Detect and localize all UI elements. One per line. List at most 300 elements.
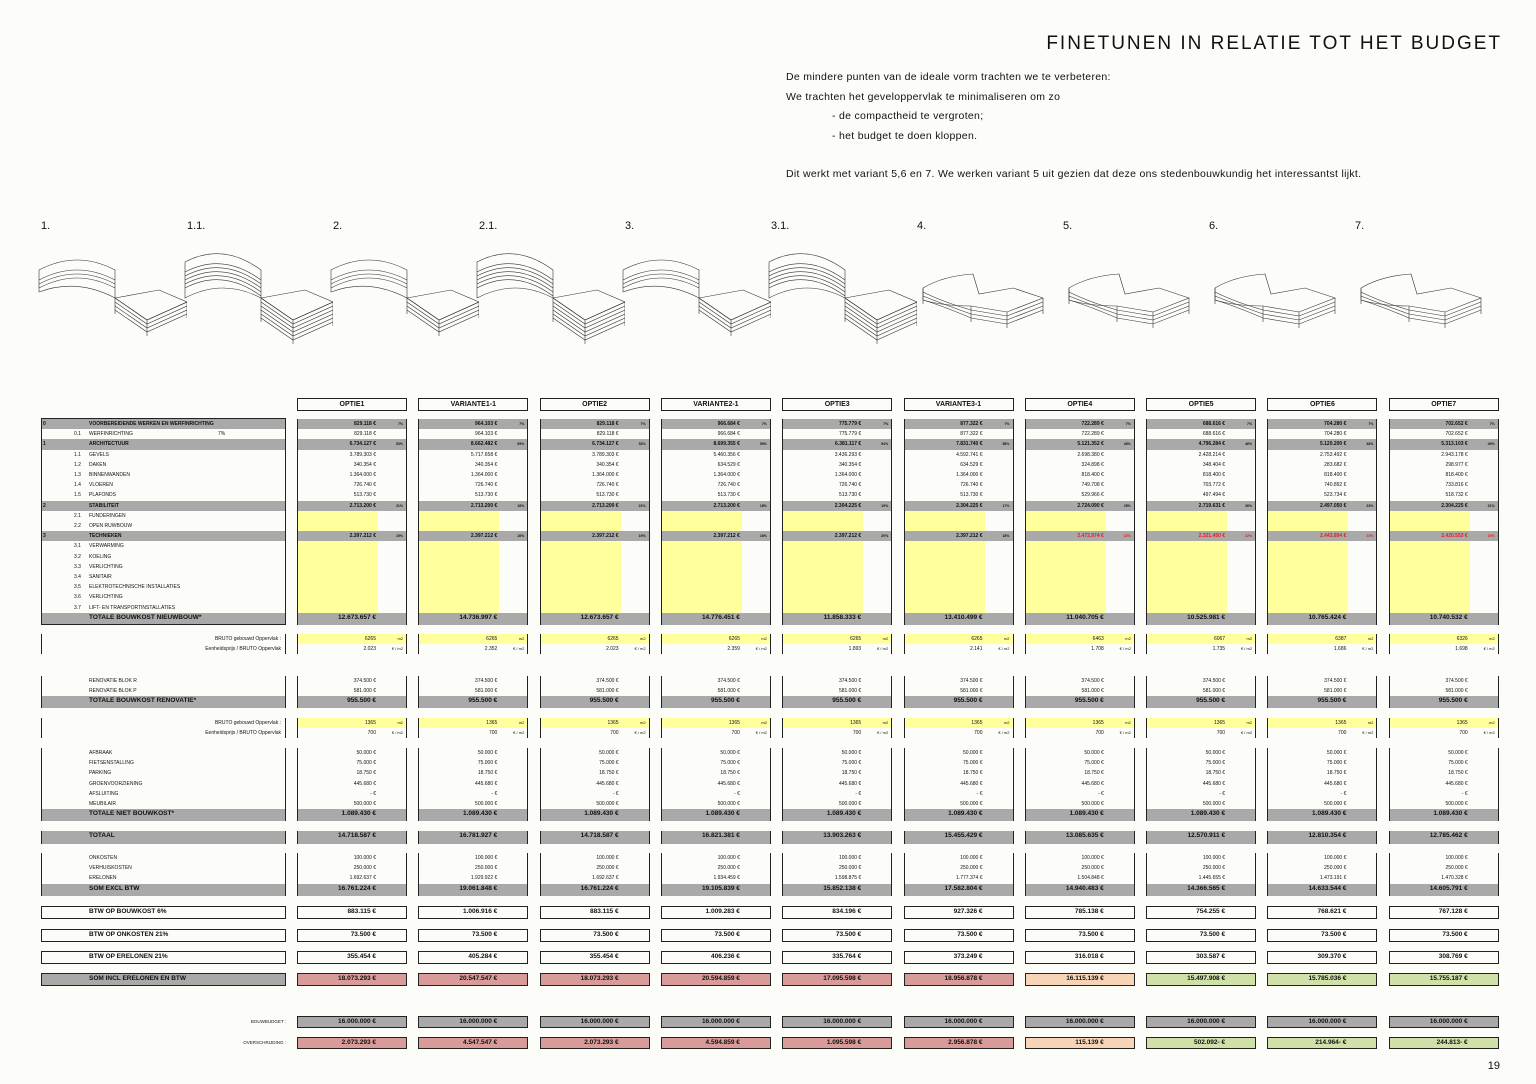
value-cell [782, 728, 892, 738]
variant-number: 4. [917, 220, 927, 232]
cell-value: 50.000 € [1205, 750, 1226, 756]
cell-value: 5.120.200 € [1319, 441, 1347, 448]
value-cell [1389, 789, 1499, 799]
cell-value: 6067 [1213, 636, 1226, 642]
cell-value: - € [491, 790, 498, 797]
cell-value: 374.500 € [717, 678, 740, 684]
cell-value: 1365 [971, 720, 983, 726]
value-cell [418, 552, 528, 562]
value-cell [1146, 696, 1256, 708]
cell-value: 513.730 € [475, 492, 498, 499]
cell-value: 2.352 [484, 646, 498, 653]
cell-value: 283.682 € [1324, 461, 1347, 468]
value-cell [540, 863, 650, 873]
value-cell [661, 863, 771, 873]
value-cell [540, 728, 650, 738]
value-cell [782, 439, 892, 449]
cell-value: 14.718.587 € [580, 832, 619, 839]
cell-value: 4.594.859 € [705, 1039, 740, 1046]
row-title: TOTALE NIET BOUWKOST* [89, 810, 174, 818]
cell-value: 340.354 € [353, 461, 376, 468]
cell-percent: 58% [1002, 442, 1010, 447]
cell-value: - € [370, 790, 376, 797]
value-cell [540, 634, 650, 644]
unit: m2 [1246, 720, 1253, 725]
value-cell [661, 1037, 771, 1049]
row-title: ELEKTROTECHNISCHE INSTALLATIES [89, 584, 181, 591]
option-header: OPTIE1 [297, 398, 407, 411]
value-cell [540, 531, 650, 541]
unit: € / m2 [998, 646, 1010, 652]
value-cell [418, 884, 528, 896]
value-cell [1267, 853, 1377, 863]
cell-value: 1.735 [1212, 646, 1226, 653]
cell-value: 955.500 € [832, 697, 862, 705]
value-cell [1025, 634, 1135, 644]
cell-percent: 23% [1366, 503, 1374, 508]
value-cell [904, 696, 1014, 708]
cell-value: 250.000 € [717, 865, 740, 872]
value-cell [418, 562, 528, 572]
row-title: GEVELS [89, 451, 110, 458]
cell-percent: 23% [1487, 534, 1495, 539]
cell-value: 15.852.138 € [823, 884, 862, 892]
value-cell [1146, 831, 1256, 844]
row-label [41, 460, 286, 470]
row-title: VERWARMING [89, 543, 124, 550]
cell-value: 16.000.000 € [701, 1018, 740, 1025]
row-title: VERLICHTING [89, 563, 123, 570]
cell-value: 703.772 € [1202, 482, 1226, 489]
variant-number: 2.1. [479, 220, 498, 232]
value-cell [661, 460, 771, 470]
row-number: 3.3 [74, 563, 81, 570]
value-cell [782, 906, 892, 919]
cell-value: 726.740 € [596, 482, 619, 489]
value-cell [1267, 541, 1377, 551]
cell-value: 75.000 € [720, 760, 740, 767]
cell-value: 2.713.200 € [470, 502, 498, 509]
cell-value: 700 [1338, 730, 1347, 737]
cell-value: 749.708 € [1081, 482, 1104, 489]
cell-value: 18.956.878 € [944, 975, 983, 982]
value-cell [782, 768, 892, 778]
value-cell [661, 429, 771, 439]
cell-value: 355.454 € [347, 953, 376, 960]
cell-value: 1365 [1335, 720, 1347, 726]
cell-value: 50.000 € [599, 750, 619, 756]
value-cell [297, 531, 407, 541]
value-cell [297, 718, 407, 728]
cell-value: 6265 [607, 636, 619, 642]
value-cell [1389, 644, 1499, 654]
unit: € / m2 [1119, 646, 1131, 652]
cell-value: 15.785.036 € [1308, 975, 1347, 982]
cell-value: 73.500 € [957, 931, 983, 938]
cell-value: 14.633.544 € [1308, 884, 1347, 892]
cell-value: 3.789.303 € [349, 451, 376, 458]
cell-value: 73.500 € [350, 931, 376, 938]
option-header: VARIANTE2-1 [661, 398, 771, 411]
value-cell [904, 460, 1014, 470]
cell-value: 50.000 € [1448, 750, 1468, 756]
value-cell [1025, 929, 1135, 942]
cell-value: 12.673.657 € [580, 613, 619, 621]
value-cell [782, 718, 892, 728]
row-label [41, 511, 286, 521]
cell-value: 2.023 [363, 646, 376, 653]
page-number: 19 [1487, 1060, 1500, 1072]
row-label [41, 592, 286, 602]
value-cell [904, 541, 1014, 551]
unit: € / m2 [634, 730, 646, 736]
value-cell [540, 789, 650, 799]
value-cell [297, 450, 407, 460]
cell-value: 374.500 € [838, 678, 862, 684]
value-cell [904, 582, 1014, 592]
value-cell [1025, 439, 1135, 449]
unit: m2 [518, 636, 525, 641]
cell-value: 20.547.547 € [459, 975, 498, 982]
cell-percent: 46% [1245, 442, 1253, 447]
value-cell [1146, 809, 1256, 821]
value-cell [904, 873, 1014, 883]
value-cell [1146, 511, 1256, 521]
row-title: DAKEN [89, 461, 107, 468]
value-cell [1389, 929, 1499, 942]
cell-value: 829.118 € [596, 421, 619, 427]
cell-value: 700 [488, 730, 498, 737]
value-cell [782, 480, 892, 490]
value-cell [540, 676, 650, 686]
cell-value: 2.321.450 € [1198, 533, 1226, 540]
row-title: KOELING [89, 553, 112, 560]
cell-value: 818.400 € [1202, 472, 1226, 478]
cell-value: 50.000 € [841, 750, 862, 756]
cell-value: 955.500 € [468, 697, 498, 705]
value-cell [297, 799, 407, 809]
variant-number: 6. [1209, 220, 1219, 232]
row-label [41, 562, 286, 572]
cell-value: 50.000 € [356, 750, 376, 756]
row-title: TOTALE BOUWKOST NIEUWBOUW* [89, 613, 202, 621]
cell-value: 581.000 € [1202, 688, 1226, 695]
value-cell [1025, 480, 1135, 490]
cell-percent: 7% [1489, 422, 1495, 426]
value-cell [1389, 552, 1499, 562]
cell-value: 1.473.191 € [1319, 875, 1347, 882]
cell-value: 14.366.565 € [1187, 884, 1226, 892]
value-cell [418, 450, 528, 460]
value-cell [1389, 686, 1499, 696]
cell-value: 500.000 € [1445, 801, 1468, 807]
value-cell [1389, 521, 1499, 531]
value-cell [1389, 603, 1499, 613]
row-number: 3.7 [74, 604, 81, 611]
cell-value: 581.000 € [596, 688, 619, 695]
value-cell [1389, 439, 1499, 449]
value-cell [297, 676, 407, 686]
row-title: ERELONEN [89, 875, 117, 882]
cell-percent: 53% [395, 442, 403, 447]
unit: m2 [761, 636, 767, 641]
value-cell [661, 676, 771, 686]
row-title: STABILITEIT [89, 502, 119, 509]
value-cell [904, 603, 1014, 613]
row-label [41, 779, 286, 789]
cell-value: 6.734.127 € [592, 441, 619, 448]
unit: m2 [1003, 636, 1010, 641]
option-header: OPTIE3 [782, 398, 892, 411]
row-label [41, 572, 286, 582]
variant-sketch [1209, 212, 1349, 342]
value-cell [297, 1016, 407, 1028]
value-cell [1025, 531, 1135, 541]
row-number: 3.4 [74, 574, 81, 580]
cell-value: 2.698.380 € [1077, 451, 1104, 458]
cell-percent: 22% [1245, 534, 1253, 539]
value-cell [1146, 644, 1256, 654]
row-label [41, 906, 286, 919]
cell-value: 16.000.000 € [1308, 1018, 1347, 1025]
value-cell [661, 521, 771, 531]
value-cell [661, 562, 771, 572]
value-cell [904, 748, 1014, 758]
cell-value: 16.000.000 € [1187, 1018, 1226, 1025]
value-cell [1267, 728, 1377, 738]
cell-value: 3.436.293 € [834, 451, 862, 458]
cell-value: 529.966 € [1081, 492, 1104, 499]
cell-value: - € [612, 790, 619, 797]
value-cell [297, 686, 407, 696]
value-cell [1025, 644, 1135, 654]
cell-value: 877.322 € [960, 421, 983, 427]
unit: € / m2 [1240, 730, 1253, 736]
cell-value: 1.089.430 € [705, 810, 740, 818]
value-cell [904, 809, 1014, 821]
value-cell [1146, 863, 1256, 873]
cell-value: 1.686 [1333, 646, 1347, 653]
cell-value: 2.443.894 € [1319, 533, 1347, 540]
cell-value: 1.089.430 € [948, 810, 983, 818]
value-cell [297, 439, 407, 449]
row-title: PLAFONDS [89, 492, 116, 499]
cell-value: 5.121.352 € [1077, 441, 1104, 448]
value-cell [782, 929, 892, 942]
value-cell [1389, 419, 1499, 429]
cell-value: 1.089.430 € [1433, 810, 1468, 818]
value-cell [904, 718, 1014, 728]
value-cell [297, 873, 407, 883]
value-cell [1267, 511, 1377, 521]
row-label [41, 799, 286, 809]
value-cell [1025, 728, 1135, 738]
cell-value: 634.529 € [717, 461, 740, 468]
row-label [41, 613, 286, 625]
value-cell [540, 853, 650, 863]
value-cell [1267, 929, 1377, 942]
option-header: VARIANTE3-1 [904, 398, 1014, 411]
value-cell [661, 768, 771, 778]
value-cell [540, 696, 650, 708]
row-title: GROENVOORZIENING [89, 780, 143, 787]
cell-value: 250.000 € [1445, 865, 1468, 872]
cell-value: 1.470.328 € [1441, 875, 1468, 882]
value-cell [297, 572, 407, 582]
cell-value: 6265 [728, 636, 740, 642]
cell-value: 6.381.117 € [835, 441, 862, 448]
value-cell [1146, 572, 1256, 582]
cell-value: 955.500 € [953, 697, 983, 705]
cell-value: 335.764 € [832, 953, 862, 960]
unit: m2 [1489, 636, 1495, 641]
cell-value: 309.370 € [1317, 953, 1347, 960]
value-cell [540, 884, 650, 896]
cell-value: 513.730 € [838, 492, 862, 499]
value-cell [1025, 789, 1135, 799]
cell-percent: 16% [759, 534, 767, 539]
value-cell [782, 541, 892, 551]
value-cell [540, 1037, 650, 1049]
row-title: RENOVATIE BLOK P [89, 688, 137, 695]
value-cell [1267, 501, 1377, 511]
value-cell [1267, 884, 1377, 896]
value-cell [1146, 906, 1256, 919]
cell-value: 1365 [1092, 720, 1104, 726]
cell-value: 18.750 € [356, 770, 376, 777]
value-cell [661, 799, 771, 809]
cell-value: 7.831.740 € [956, 441, 983, 448]
cell-value: 5.313.103 € [1441, 441, 1468, 448]
value-cell [661, 831, 771, 844]
value-cell [297, 603, 407, 613]
row-title: ONKOSTEN [89, 855, 118, 861]
row-label [41, 644, 286, 654]
cell-value: 733.816 € [1445, 482, 1468, 489]
cell-value: 768.621 € [1317, 908, 1347, 915]
cell-percent: 7% [1247, 422, 1253, 426]
row-number: 0.1 [74, 431, 81, 438]
cell-value: 700 [852, 730, 862, 737]
value-cell [661, 644, 771, 654]
row-title: LIFT- EN TRANSPORTINSTALLATIES [89, 604, 176, 611]
value-cell [661, 419, 771, 429]
cell-value: 581.000 € [838, 688, 862, 695]
cell-value: 818.400 € [1081, 472, 1104, 478]
cell-value: 374.500 € [1324, 678, 1347, 684]
cell-value: 355.454 € [589, 953, 619, 960]
value-cell [540, 644, 650, 654]
value-cell [661, 552, 771, 562]
row-title: BRUTO gebouwd Oppervlak : [214, 636, 281, 642]
value-cell [904, 613, 1014, 625]
value-cell [1146, 929, 1256, 942]
row-label [41, 831, 286, 844]
value-cell [661, 906, 771, 919]
value-cell [1267, 1037, 1377, 1049]
cell-value: 1365 [364, 720, 376, 726]
value-cell [1146, 873, 1256, 883]
value-cell [782, 951, 892, 964]
row-percent: 7% [218, 431, 226, 438]
value-cell [904, 884, 1014, 896]
cell-value: 1365 [850, 720, 862, 726]
cell-value: 10.740.532 € [1429, 613, 1468, 621]
cell-value: 340.354 € [475, 461, 498, 468]
value-cell [661, 1016, 771, 1028]
cell-value: 244.813- € [1436, 1039, 1468, 1046]
value-cell [1146, 450, 1256, 460]
value-cell [418, 799, 528, 809]
cell-value: 405.284 € [468, 953, 498, 960]
cell-percent: 21% [638, 503, 646, 508]
value-cell [904, 450, 1014, 460]
value-cell [1267, 686, 1377, 696]
cell-value: 16.115.139 € [1066, 975, 1104, 982]
value-cell [661, 748, 771, 758]
value-cell [1267, 419, 1377, 429]
row-label [41, 768, 286, 778]
cell-percent: 59% [759, 442, 767, 447]
value-cell [297, 592, 407, 602]
cell-value: 955.500 € [710, 697, 740, 705]
cell-value: 2.073.293 € [341, 1039, 376, 1046]
row-label [41, 686, 286, 696]
value-cell [418, 906, 528, 919]
cell-value: 829.118 € [596, 431, 619, 438]
cell-percent: 7% [1368, 422, 1374, 426]
cell-value: 2.713.200 € [349, 502, 376, 509]
cell-value: 2.713.200 € [592, 502, 619, 509]
value-cell [1267, 718, 1377, 728]
cell-value: 18.750 € [1448, 770, 1468, 777]
value-cell [418, 582, 528, 592]
cell-value: 700 [1095, 730, 1104, 737]
cell-value: 955.500 € [1438, 697, 1468, 705]
cell-value: 500.000 € [1202, 801, 1226, 807]
value-cell [1025, 718, 1135, 728]
value-cell [418, 779, 528, 789]
value-cell [1025, 696, 1135, 708]
cell-value: - € [734, 790, 740, 797]
value-cell [1146, 613, 1256, 625]
value-cell [1267, 531, 1377, 541]
value-cell [904, 439, 1014, 449]
row-title: BTW OP BOUWKOST 6% [89, 908, 167, 915]
cell-value: 513.730 € [353, 492, 376, 499]
value-cell [1389, 1016, 1499, 1028]
value-cell [1146, 460, 1256, 470]
value-cell [418, 789, 528, 799]
intro-line: De mindere punten van de ideale vorm trachten we te verbeteren: [786, 71, 1111, 83]
value-cell [297, 562, 407, 572]
value-cell [1389, 541, 1499, 551]
value-cell [782, 419, 892, 429]
cell-value: 250.000 € [838, 865, 862, 872]
cell-value: 1.364.000 € [349, 472, 376, 478]
row-title: BTW OP ERELONEN 21% [89, 953, 168, 960]
cell-value: 374.500 € [353, 678, 376, 684]
cell-value: 19.061.848 € [459, 884, 498, 892]
cell-value: 964.103 € [475, 421, 498, 427]
unit: m2 [1003, 720, 1010, 725]
intro-text [786, 68, 1361, 185]
cell-value: 1.364.000 € [592, 472, 619, 478]
cell-value: 18.750 € [841, 770, 862, 777]
row-label [41, 873, 286, 883]
cell-value: - € [855, 790, 862, 797]
value-cell [1146, 634, 1256, 644]
